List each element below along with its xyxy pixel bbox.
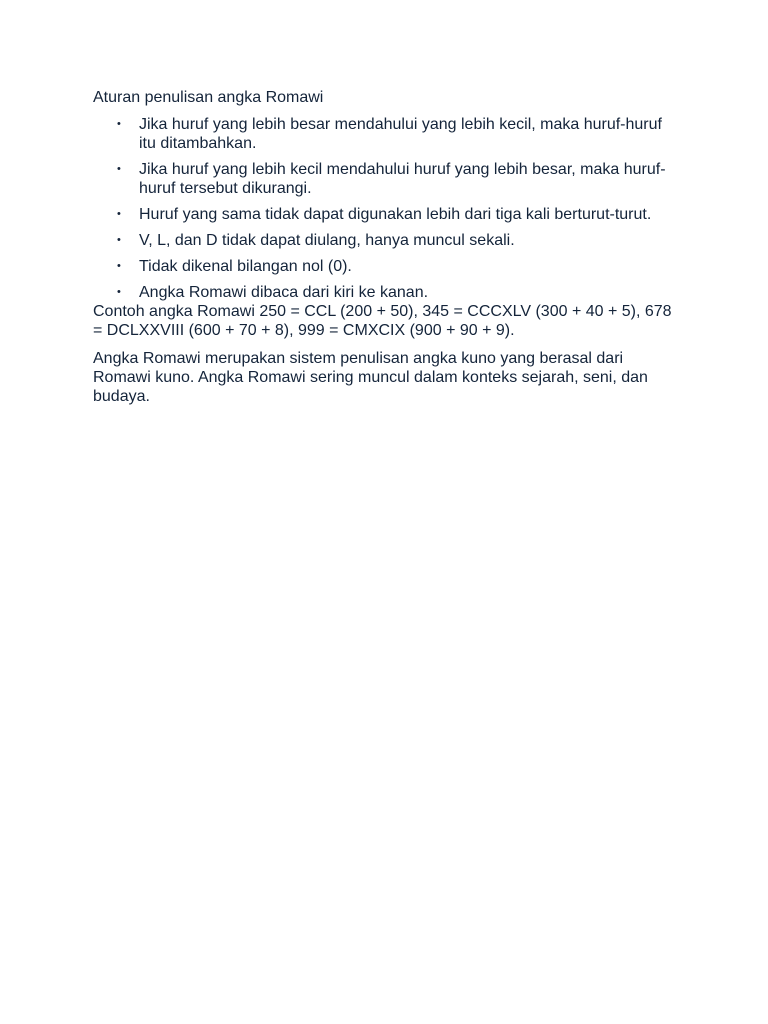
rule-item-2 (93, 160, 683, 198)
rule-item-5 (93, 257, 683, 276)
rules-list (93, 115, 683, 302)
rule-item-3 (93, 205, 683, 224)
rule-text: Angka Romawi dibaca dari kiri ke kanan. (139, 284, 429, 301)
rule-text: V, L, dan D tidak dapat diulang, hanya muncul sekali. (139, 232, 515, 249)
rule-text: Huruf yang sama tidak dapat digunakan lebih dari tiga kali berturut-turut. (139, 206, 652, 223)
rule-item-1 (93, 115, 683, 153)
bullet-icon: • (117, 118, 121, 130)
rule-text: Jika huruf yang lebih kecil mendahului huruf yang lebih besar, maka huruf-huruf tersebut dikurangi. (139, 161, 666, 197)
document-page (93, 88, 683, 406)
closing-paragraph: Angka Romawi merupakan sistem penulisan angka kuno yang berasal dari Romawi kuno. Angka Romawi sering muncul dalam konteks sejarah, seni, dan budaya. (93, 350, 648, 405)
rule-item-6 (93, 283, 683, 302)
bullet-icon: • (117, 163, 121, 175)
examples-paragraph: Contoh angka Romawi 250 = CCL (200 + 50), 345 = CCCXLV (300 + 40 + 5), 678 = DCLXXVIII (600 + 70 + 8), 999 = CMXCIX (900 + 90 + 9). (93, 303, 672, 339)
document-heading: Aturan penulisan angka Romawi (93, 89, 324, 106)
bullet-icon: • (117, 234, 121, 246)
bullet-icon: • (117, 286, 121, 298)
bullet-icon: • (117, 208, 121, 220)
rule-text: Jika huruf yang lebih besar mendahului yang lebih kecil, maka huruf-huruf itu ditambahkan. (139, 116, 662, 152)
rule-text: Tidak dikenal bilangan nol (0). (139, 258, 352, 275)
bullet-icon: • (117, 260, 121, 272)
rule-item-4 (93, 231, 683, 250)
